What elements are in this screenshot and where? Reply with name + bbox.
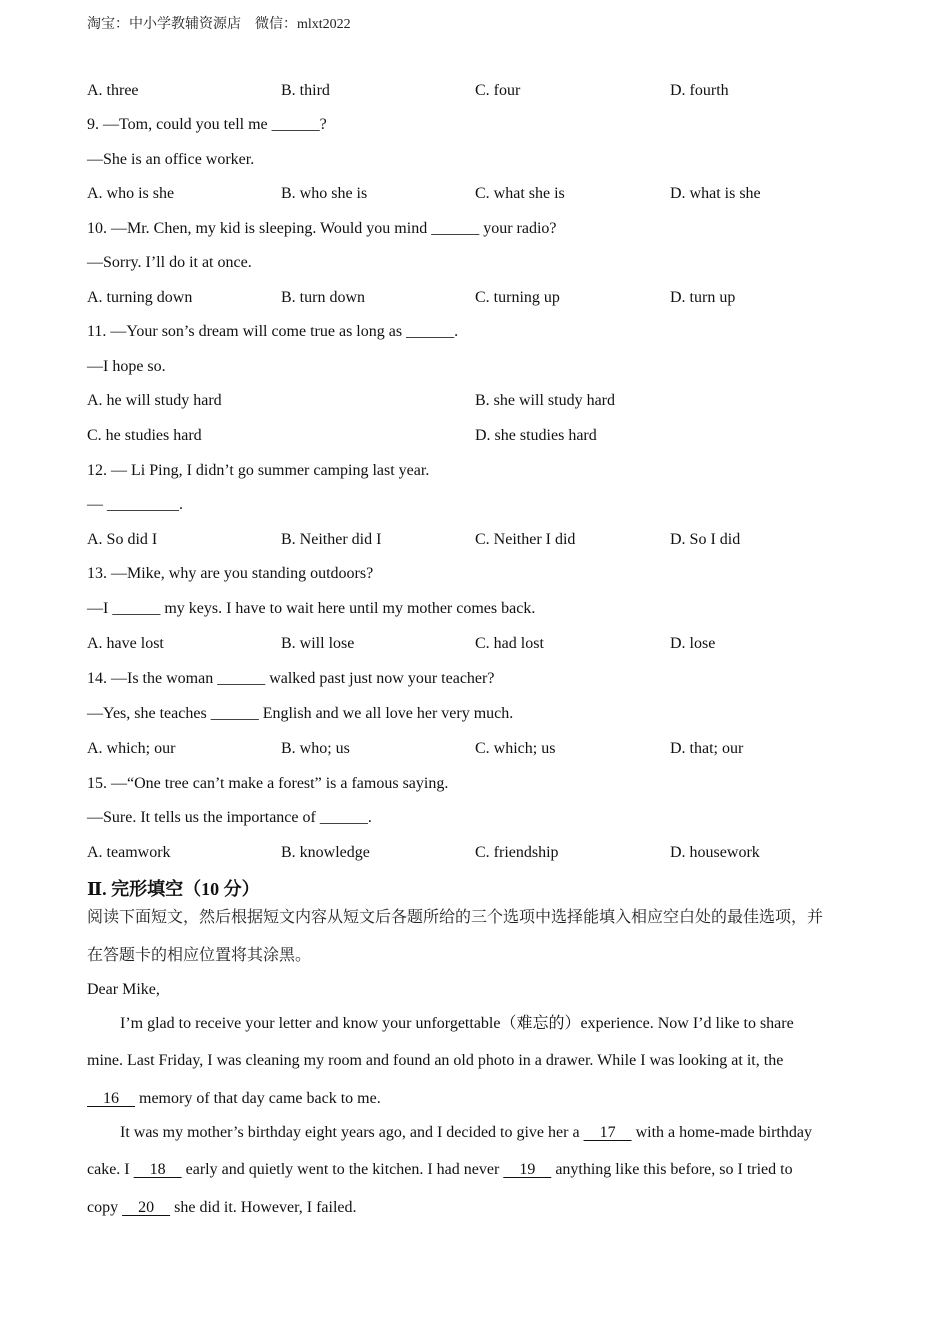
q9-stem: 9. —Tom, could you tell me ______? — [87, 116, 327, 133]
q9-option-d: D. what is she — [670, 185, 761, 202]
q13-reply: —I ______ my keys. I have to wait here until my mother comes back. — [87, 600, 536, 617]
q15-option-b: B. knowledge — [281, 844, 370, 861]
q15-option-d: D. housework — [670, 844, 760, 861]
blank-16: 16 — [87, 1090, 135, 1107]
q10-option-d: D. turn up — [670, 289, 736, 306]
q14-option-a: A. which; our — [87, 740, 176, 757]
q9-reply: —She is an office worker. — [87, 151, 255, 168]
q11-reply: —I hope so. — [87, 358, 166, 375]
passage-p2-line2 — [87, 1160, 793, 1180]
q13-stem: 13. —Mike, why are you standing outdoors? — [87, 565, 374, 582]
q14-option-c: C. which; us — [475, 740, 556, 757]
q14-reply: —Yes, she teaches ______ English and we all love her very much. — [87, 705, 514, 722]
q9-option-b: B. who she is — [281, 185, 368, 202]
q10-reply: —Sorry. I’ll do it at once. — [87, 254, 252, 271]
q15-reply: —Sure. It tells us the importance of ______. — [87, 809, 372, 826]
letter-greeting: Dear Mike, — [87, 981, 160, 998]
q15-stem: 15. —“One tree can’t make a forest” is a famous saying. — [87, 775, 449, 792]
section-instruction-line2: 在答题卡的相应位置将其涂黑。 — [87, 947, 312, 964]
q8-option-a: A. three — [87, 82, 139, 99]
q12-reply: — _________. — [87, 496, 183, 513]
passage-text: early and quietly went to the kitchen. I had never — [181, 1161, 504, 1178]
q10-stem: 10. —Mr. Chen, my kid is sleeping. Would you mind ______ your radio? — [87, 220, 557, 237]
passage-p2-line1 — [120, 1123, 812, 1143]
passage-text: copy — [87, 1199, 123, 1216]
q11-option-a: A. he will study hard — [87, 392, 222, 409]
q13-option-b: B. will lose — [281, 635, 355, 652]
q8-option-b: B. third — [281, 82, 330, 99]
q12-option-a: A. So did I — [87, 531, 158, 548]
q13-option-c: C. had lost — [475, 635, 544, 652]
q11-option-c: C. he studies hard — [87, 427, 202, 444]
passage-p1-line3 — [87, 1089, 381, 1109]
blank-19: 19 — [503, 1161, 552, 1178]
passage-text: with a home-made birthday — [631, 1124, 812, 1141]
q15-option-c: C. friendship — [475, 844, 559, 861]
passage-p1-line1: I’m glad to receive your letter and know your unforgettable（难忘的）experience. Now I’d like to share — [120, 1015, 794, 1032]
section-instruction-line1: 阅读下面短文，然后根据短文内容从短文后各题所给的三个选项中选择能填入相应空白处的最佳选项，并 — [87, 909, 824, 926]
q9-option-c: C. what she is — [475, 185, 565, 202]
passage-text: memory of that day came back to me. — [135, 1090, 381, 1107]
q8-option-c: C. four — [475, 82, 521, 99]
q14-option-b: B. who; us — [281, 740, 350, 757]
q10-option-b: B. turn down — [281, 289, 365, 306]
page-header: 淘宝：中小学教辅资源店 微信：mlxt2022 — [87, 17, 351, 32]
q8-option-d: D. fourth — [670, 82, 729, 99]
q9-option-a: A. who is she — [87, 185, 175, 202]
passage-text: cake. I — [87, 1161, 134, 1178]
blank-17: 17 — [583, 1124, 632, 1141]
q12-stem: 12. — Li Ping, I didn’t go summer camping last year. — [87, 462, 430, 479]
passage-p2-line3 — [87, 1198, 357, 1218]
q10-option-a: A. turning down — [87, 289, 193, 306]
q15-option-a: A. teamwork — [87, 844, 171, 861]
q11-stem: 11. —Your son’s dream will come true as long as ______. — [87, 323, 459, 340]
q12-option-c: C. Neither I did — [475, 531, 576, 548]
section-title: Ⅱ. 完形填空（10 分） — [87, 879, 260, 899]
passage-text: anything like this before, so I tried to — [551, 1161, 793, 1178]
q10-option-c: C. turning up — [475, 289, 560, 306]
q12-option-b: B. Neither did I — [281, 531, 382, 548]
q13-option-a: A. have lost — [87, 635, 164, 652]
q11-option-b: B. she will study hard — [475, 392, 615, 409]
passage-p1-line2: mine. Last Friday, I was cleaning my room and found an old photo in a drawer. While I was looking at it, the — [87, 1052, 784, 1069]
passage-text: It was my mother’s birthday eight years ago, and I decided to give her a — [120, 1124, 584, 1141]
q12-option-d: D. So I did — [670, 531, 741, 548]
q14-stem: 14. —Is the woman ______ walked past just now your teacher? — [87, 670, 495, 687]
q14-option-d: D. that; our — [670, 740, 744, 757]
q13-option-d: D. lose — [670, 635, 716, 652]
passage-text: she did it. However, I failed. — [170, 1199, 357, 1216]
blank-18: 18 — [133, 1161, 182, 1178]
q11-option-d: D. she studies hard — [475, 427, 597, 444]
blank-20: 20 — [122, 1199, 171, 1216]
